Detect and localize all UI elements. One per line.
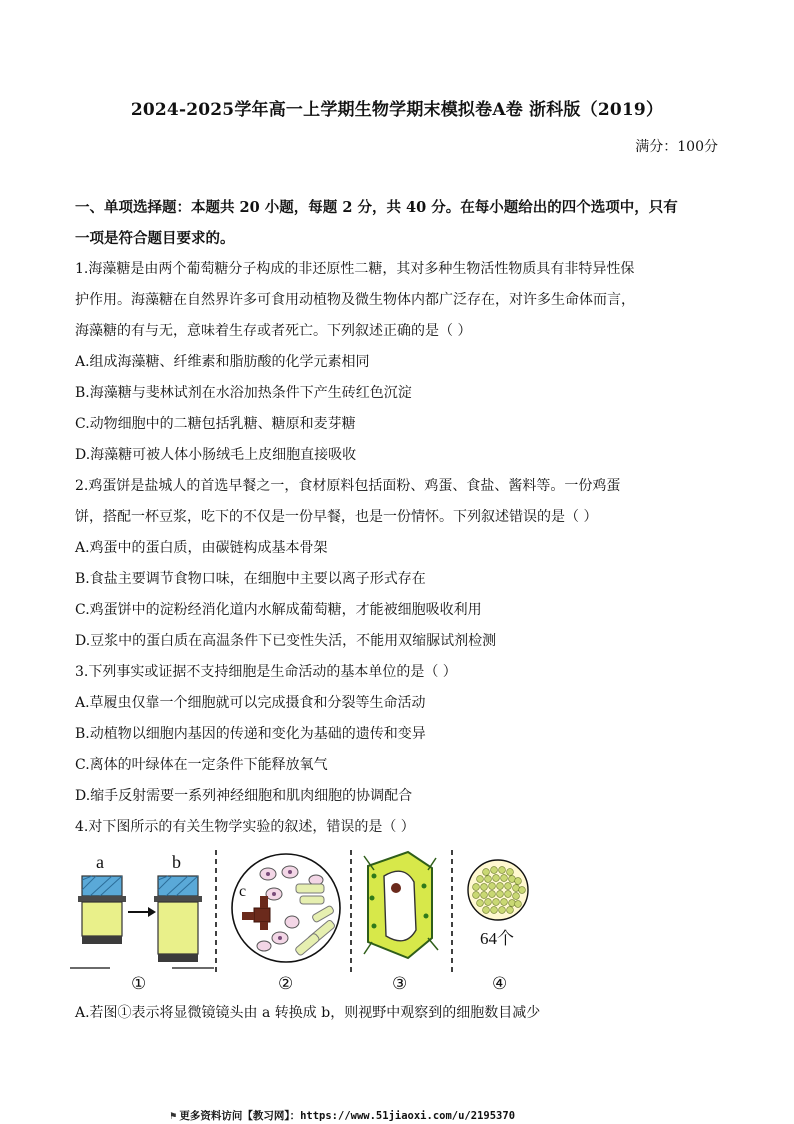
question-1-option-a: A.组成海藻糖、纤维素和脂肪酸的化学元素相同 xyxy=(75,354,370,370)
plant-cell xyxy=(364,852,438,958)
section-heading-line: 一项是符合题目要求的。 xyxy=(75,230,235,247)
flag-icon: ⚑ xyxy=(170,1110,177,1122)
question-1-stem xyxy=(75,254,725,347)
question-3-option-c: C.离体的叶绿体在一定条件下能释放氧气 xyxy=(75,757,328,773)
question-2-option-c: C.鸡蛋饼中的淀粉经消化道内水解成葡萄糖，才能被细胞吸收利用 xyxy=(75,602,482,618)
experiment-figure xyxy=(68,846,548,996)
panel-label-3: ③ xyxy=(392,974,408,993)
question-4-stem xyxy=(75,812,725,843)
panel-label-2: ② xyxy=(278,974,294,993)
question-4-option-a: A.若图①表示将显微镜镜头由 a 转换成 b，则视野中观察到的细胞数目减少 xyxy=(75,1005,541,1021)
question-3-option-a: A.草履虫仅靠一个细胞就可以完成摄食和分裂等生命活动 xyxy=(75,695,426,711)
question-2-option-d: D.豆浆中的蛋白质在高温条件下已变性失活，不能用双缩脲试剂检测 xyxy=(75,633,497,649)
page-title: 2024-2025学年高一上学期生物学期末模拟卷A卷 浙科版（2019） xyxy=(130,100,664,120)
stem-line: 海藻糖的有与无，意味着生存或者死亡。下列叙述正确的是（ ） xyxy=(75,323,472,339)
footer-link[interactable]: 更多资料访问【教习网】：https://www.51jiaoxi.com/u/2195370 xyxy=(179,1110,516,1122)
question-3-option-d: D.缩手反射需要一系列神经细胞和肌肉细胞的协调配合 xyxy=(75,788,413,804)
question-2-option-b: B.食盐主要调节食物口味，在细胞中主要以离子形式存在 xyxy=(75,571,426,587)
full-score: 满分：100分 xyxy=(635,139,718,155)
stem-line: 饼，搭配一杯豆浆，吃下的不仅是一份早餐，也是一份情怀。下列叙述错误的是（ ） xyxy=(75,509,598,525)
question-2-option-a: A.鸡蛋中的蛋白质，由碳链构成基本骨架 xyxy=(75,540,328,556)
section-heading-line: 一、单项选择题：本题共 20 小题，每题 2 分，共 40 分。在每小题给出的四个选项中，只有 xyxy=(75,199,678,216)
stem-line: 护作用。海藻糖在自然界许多可食用动植物及微生物体内都广泛存在，对许多生命体而言， xyxy=(75,292,635,308)
stem-line: 1.海藻糖是由两个葡萄糖分子构成的非还原性二糖，其对多种生物活性物质具有非特异性保 xyxy=(75,261,635,277)
objective-lens-b xyxy=(154,876,202,962)
section-heading xyxy=(75,192,725,254)
panel-label-1: ① xyxy=(131,974,147,993)
cell-count-label: 64个 xyxy=(480,929,514,948)
question-1-option-c: C.动物细胞中的二糖包括乳糖、糖原和麦芽糖 xyxy=(75,416,356,432)
panel-label-4: ④ xyxy=(492,974,508,993)
stem-line: 3.下列事实或证据不支持细胞是生命活动的基本单位的是（ ） xyxy=(75,664,457,680)
question-3-stem xyxy=(75,657,725,688)
stem-line: 4.对下图所示的有关生物学实验的叙述，错误的是（ ） xyxy=(75,819,415,835)
label-c: c xyxy=(239,883,247,900)
cell-field-64 xyxy=(468,860,528,920)
label-a: a xyxy=(96,852,104,872)
question-2-stem xyxy=(75,471,725,533)
label-b: b xyxy=(172,852,181,872)
question-1-option-b: B.海藻糖与斐林试剂在水浴加热条件下产生砖红色沉淀 xyxy=(75,385,412,401)
question-1-option-d: D.海藻糖可被人体小肠绒毛上皮细胞直接吸收 xyxy=(75,447,357,463)
microscope-field-cells xyxy=(232,854,340,962)
question-3-option-b: B.动植物以细胞内基因的传递和变化为基础的遗传和变异 xyxy=(75,726,426,742)
footer xyxy=(170,1108,515,1123)
objective-lens-a xyxy=(78,876,126,944)
stem-line: 2.鸡蛋饼是盐城人的首选早餐之一，食材原料包括面粉、鸡蛋、食盐、酱料等。一份鸡蛋 xyxy=(75,478,621,494)
arrow-icon xyxy=(128,907,156,917)
